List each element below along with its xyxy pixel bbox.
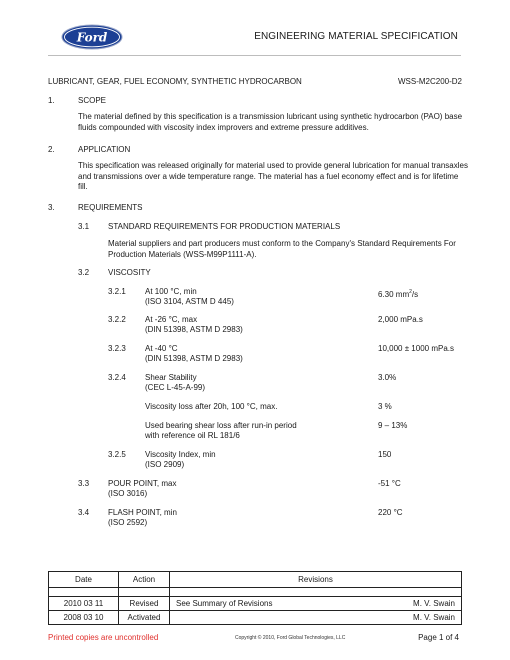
requirement-label: Viscosity loss after 20h, 100 °C, max. [145,402,278,411]
subsection-number: 3.3 [78,479,90,488]
item-number: 3.2.4 [108,373,126,382]
subsection-number: 3.4 [78,508,90,517]
requirement-value: -51 °C [378,479,401,488]
requirement-value: 220 °C [378,508,403,517]
header-divider [48,55,461,56]
revision-date: 2010 03 11 [49,597,119,611]
subsection-number: 3.1 [78,222,90,231]
table-row [49,597,462,611]
section-heading-requirements: REQUIREMENTS [78,203,143,212]
copyright-notice: Copyright © 2010, Ford Global Technologies, LLC [235,635,346,641]
requirement-value: 150 [378,450,392,459]
svg-text:Ford: Ford [76,30,108,45]
requirement-label: At -40 °C [145,344,178,353]
requirement-label: Viscosity Index, min [145,450,216,459]
item-number: 3.2.5 [108,450,126,459]
table-header-row [49,572,462,588]
requirement-test-method: (ISO 2592) [108,518,148,527]
revision-action: Activated [119,611,170,625]
section-number: 2. [48,145,55,154]
requirement-value: 6.30 $mm^2/s$ [378,289,419,299]
requirement-value: 10,000 ± 1000 mPa.s [378,344,454,353]
requirement-value: 3 % [378,402,392,411]
page-number: Page 1 of 4 [418,633,459,642]
requirement-label: FLASH POINT, min [108,508,177,517]
revision-author: M. V. Swain [364,597,461,611]
requirement-value: 2,000 mPa.s [378,315,423,324]
revision-summary: See Summary of Revisions [170,597,365,611]
requirement-label: Shear Stability [145,373,197,382]
requirement-test-method: (ISO 3104, ASTM D 445) [145,297,234,306]
subsection-number: 3.2 [78,268,90,277]
revision-summary [170,611,365,625]
requirement-test-method: with reference oil RL 181/6 [145,431,240,440]
item-number: 3.2.2 [108,315,126,324]
requirement-label: Used bearing shear loss after run-in period [145,421,297,430]
subsection-heading-viscosity: VISCOSITY [108,268,151,277]
requirement-value: 9 – 13% [378,421,408,430]
requirement-test-method: (DIN 51398, ASTM D 2983) [145,325,243,334]
table-row [49,611,462,625]
ford-logo [61,24,123,50]
section-number: 1. [48,96,55,105]
item-number: 3.2.3 [108,344,126,353]
section-heading-application: APPLICATION [78,145,131,154]
requirement-test-method: (ISO 3016) [108,489,148,498]
revisions-table [48,571,462,625]
requirement-test-method: (CEC L-45-A-99) [145,383,206,392]
document-number: WSS-M2C200-D2 [397,77,462,86]
requirement-test-method: (ISO 2909) [145,460,185,469]
application-text: This specification was released originally for material used to provide general lubrication for manual transaxles and transmissions over a wide temperature range. The material has a fuel economy effect and is for lifetime fill. [78,161,468,191]
item-number: 3.2.1 [108,287,126,296]
column-header-revisions: Revisions [170,572,462,588]
revision-date: 2008 03 10 [49,611,119,625]
requirement-label: At 100 °C, min [145,287,197,296]
column-header-action: Action [119,572,170,588]
section-number: 3. [48,203,55,212]
revision-author: M. V. Swain [364,611,461,625]
revision-action: Revised [119,597,170,611]
requirement-label: POUR POINT, max [108,479,177,488]
subsection-heading-standard-requirements: STANDARD REQUIREMENTS FOR PRODUCTION MATERIALS [108,222,341,231]
document-title: LUBRICANT, GEAR, FUEL ECONOMY, SYNTHETIC HYDROCARBON [48,77,302,86]
scope-text: The material defined by this specification is a transmission lubricant using synthetic hydrocarbon (PAO) base fluids compounded with viscosity index improvers and extreme pressure additives. [78,112,463,132]
section-heading-scope: SCOPE [78,96,107,105]
table-row [49,588,462,597]
requirement-label: At -26 °C, max [145,315,198,324]
spec-type-title: ENGINEERING MATERIAL SPECIFICATION [254,31,458,42]
requirement-value: 3.0% [378,373,397,382]
column-header-date: Date [49,572,119,588]
requirement-test-method: (DIN 51398, ASTM D 2983) [145,354,243,363]
standard-requirements-text: Material suppliers and part producers must conform to the Company's Standard Requirements For Production Materials (WSS-M99P1111-A). [108,239,456,259]
uncontrolled-copy-notice: Printed copies are uncontrolled [48,633,159,642]
